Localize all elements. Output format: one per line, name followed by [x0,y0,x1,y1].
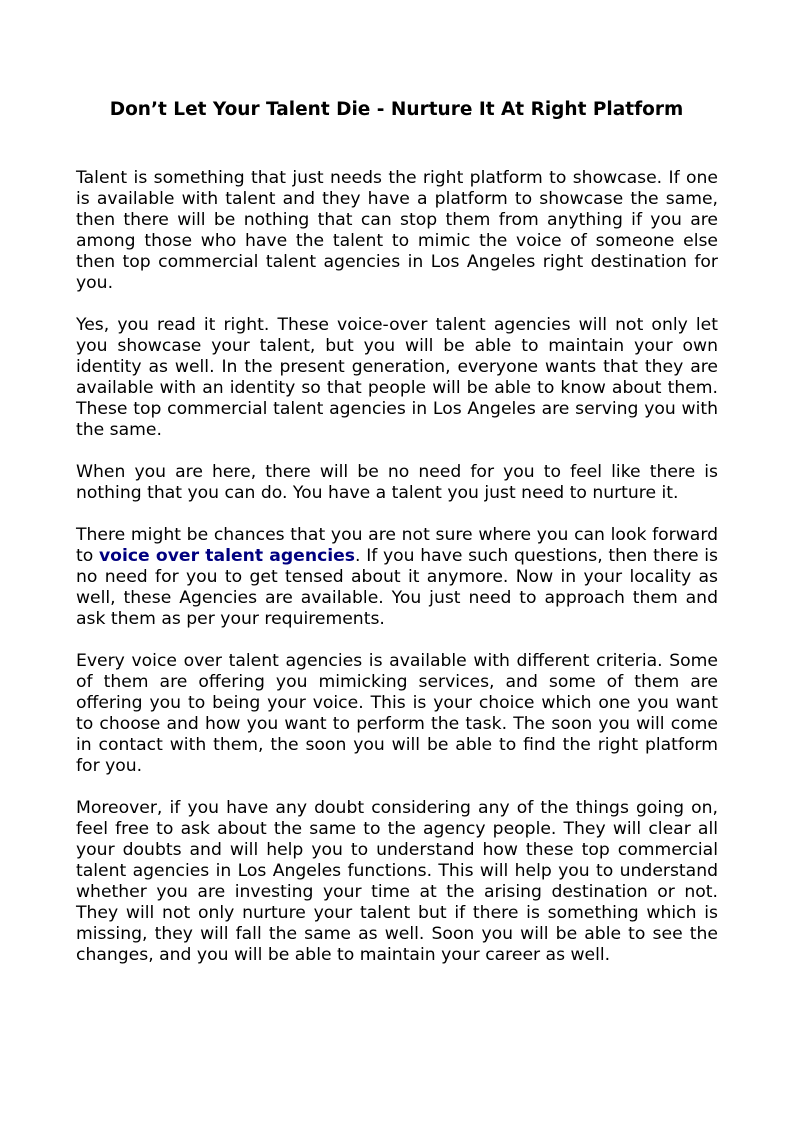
paragraph-2: Yes, you read it right. These voice-over talent agencies will not only let you showcase your talent, but you will be able to maintain your own identity as well. In the present generation, everyone wants that they are available with an identity so that people will be able to know about them. These top commercial talent agencies in Los Angeles are serving you with the same. [76,315,718,440]
paragraph-6: Moreover, if you have any doubt considering any of the things going on, feel free to ask about the same to the agency people. They will clear all your doubts and will help you to understand how these top commercial talent agencies in Los Angeles functions. This will help you to understand whether you are investing your time at the arising destination or not. They will not only nurture your talent but if there is something which is missing, they will fall the same as well. Soon you will be able to see the changes, and you will be able to maintain your career as well. [76,798,718,965]
paragraph-4-text-before: There might be chances that you are not sure where you can look forward to [76,525,718,566]
paragraph-4 [76,525,718,630]
paragraph-5: Every voice over talent agencies is available with different criteria. Some of them are offering you mimicking services, and some of them are offering you to being your voice. This is your choice which one you want to choose and how you want to perform the task. The soon you will come in contact with them, the soon you will be able to find the right platform for you. [76,651,718,776]
paragraph-1: Talent is something that just needs the right platform to showcase. If one is available with talent and they have a platform to showcase the same, then there will be nothing that can stop them from anything if you are among those who have the talent to mimic the voice of someone else then top commercial talent agencies in Los Angeles right destination for you. [76,168,718,293]
voice-over-talent-agencies-link[interactable]: voice over talent agencies [98,546,356,566]
paragraph-3: When you are here, there will be no need for you to feel like there is nothing that you can do. You have a talent you just need to nurture it. [76,462,718,503]
paragraph-4-text-after: . If you have such questions, then there is no need for you to get tensed about it anymore. Now in your locality as well, these Agencies are available. You just need to approach them and ask them as per your requirements. [76,546,719,629]
document-body [76,168,718,987]
document-title: Don’t Let Your Talent Die - Nurture It At Right Platform [109,99,684,120]
